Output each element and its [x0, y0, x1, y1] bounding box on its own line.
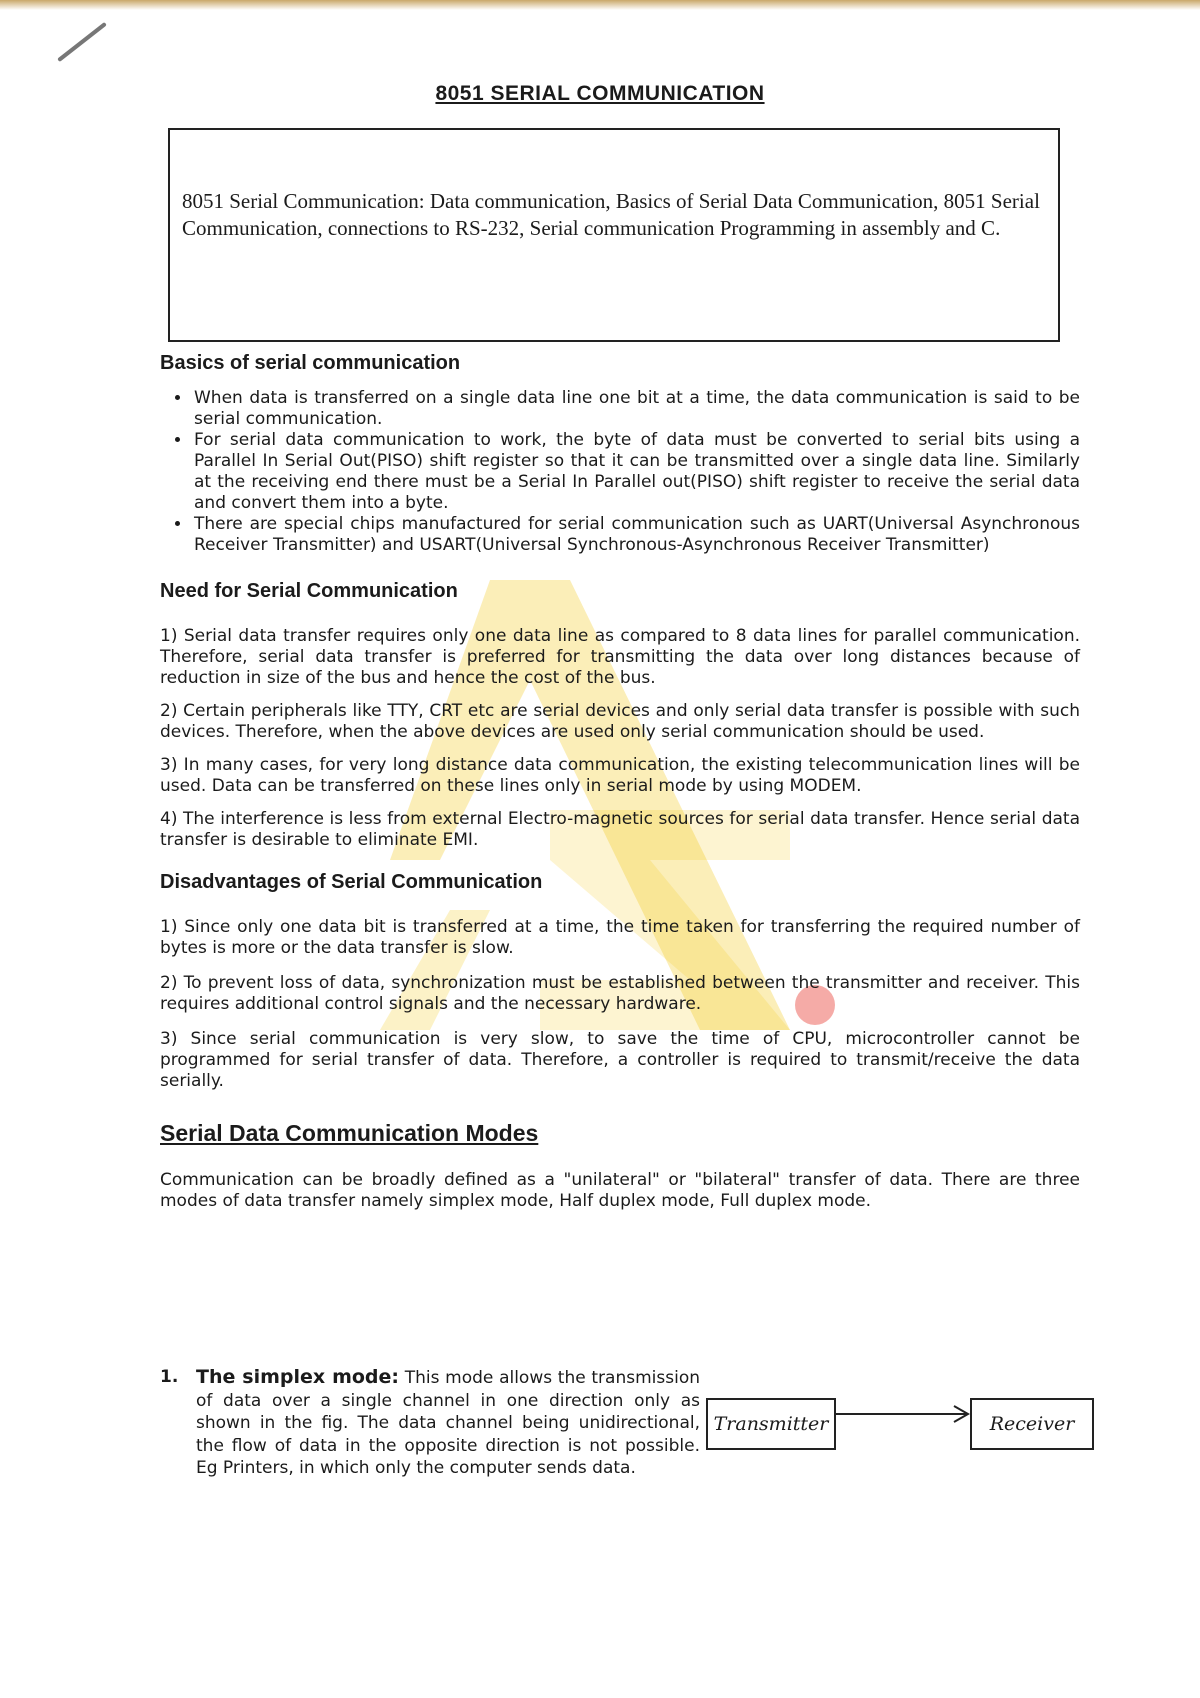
disadvantage-point: 1) Since only one data bit is transferred at a time, the time taken for transferring the required number of bytes is more or the data transfer is slow.: [160, 917, 1080, 958]
basics-bullet: • For serial data communication to work, the byte of data must be converted to serial bits using a Parallel In Serial Out(PISO) shift register so that it can be transmitted over a single data line. Similarly at the receiving end there must be a Serial In Parallel out(PISO) shift register to receive the serial data and convert them into a byte.: [192, 430, 1080, 514]
simplex-heading: The simplex mode:: [196, 1366, 400, 1388]
transmitter-box: Transmitter: [706, 1398, 836, 1450]
simplex-body: [196, 1366, 700, 1480]
basics-bullet: • There are special chips manufactured for serial communication such as UART(Universal Asynchronous Receiver Transmitter) and USART(Universal Synchronous-Asynchronous Receiver Transmitter): [192, 514, 1080, 556]
need-point: 1) Serial data transfer requires only one data line as compared to 8 data lines for parallel communication. Therefore, serial data transfer is preferred for transmitting the data over long distances because of reduction in size of the bus and hence the cost of the bus.: [160, 626, 1080, 688]
document-body: [160, 348, 1080, 1212]
page-title: 8051 SERIAL COMMUNICATION: [435, 82, 765, 105]
basics-heading: Basics of serial communication: [160, 352, 461, 374]
simplex-diagram: [706, 1390, 1096, 1462]
receiver-box: Receiver: [970, 1398, 1094, 1450]
disadvantages-heading: Disadvantages of Serial Communication: [160, 871, 543, 893]
need-heading: Need for Serial Communication: [160, 580, 458, 602]
pen-mark: [57, 22, 107, 62]
syllabus-box: [168, 128, 1060, 342]
simplex-item: [160, 1366, 700, 1480]
basics-bullet: • When data is transferred on a single data line one bit at a time, the data communication is said to be serial communication.: [192, 388, 1080, 430]
basics-list: [160, 388, 1080, 556]
disadvantage-point: 3) Since serial communication is very slow, to save the time of CPU, microcontroller cannot be programmed for serial transfer of data. Therefore, a controller is required to transmit/receive the data serially.: [160, 1029, 1080, 1091]
disadvantage-point: 2) To prevent loss of data, synchronization must be established between the transmitter and receiver. This requires additional control signals and the necessary hardware.: [160, 973, 1080, 1014]
syllabus-text: 8051 Serial Communication: Data communication, Basics of Serial Data Communication, 8051 Serial Communication, connections to RS-232, Serial communication Programming in assembly and C.: [182, 189, 1040, 240]
simplex-number: 1.: [160, 1367, 179, 1387]
simplex-text: This mode allows the transmission of data over a single channel in one direction only as shown in the fig. The data channel being unidirectional, the flow of data in the opposite direction is not possible. Eg Printers, in which only the computer sends data.: [196, 1368, 700, 1478]
need-point: 4) The interference is less from external Electro-magnetic sources for serial data transfer. Hence serial data transfer is desirable to eliminate EMI.: [160, 809, 1080, 850]
modes-heading: Serial Data Communication Modes: [160, 1120, 539, 1146]
need-point: 3) In many cases, for very long distance data communication, the existing telecommunication lines will be used. Data can be transferred on these lines only in serial mode by using MODEM.: [160, 755, 1080, 796]
need-point: 2) Certain peripherals like TTY, CRT etc are serial devices and only serial data transfer is possible with such devices. Therefore, when the above devices are used only serial communication should be used.: [160, 701, 1080, 742]
modes-intro: Communication can be broadly defined as a "unilateral" or "bilateral" transfer of data. There are three modes of data transfer namely simplex mode, Half duplex mode, Full duplex mode.: [160, 1170, 1080, 1211]
scan-edge: [0, 0, 1200, 10]
